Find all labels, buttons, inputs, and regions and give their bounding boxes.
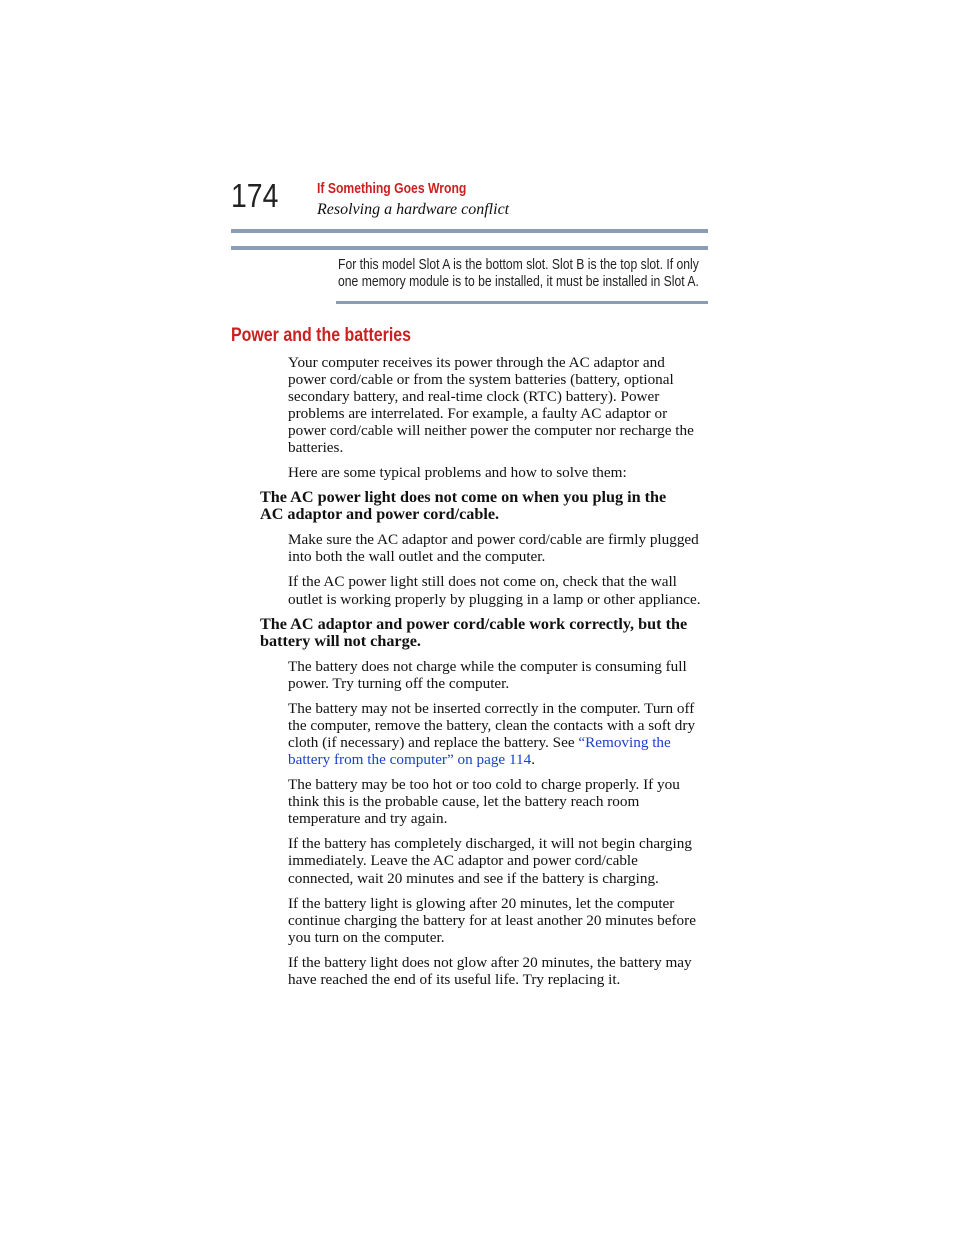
intro-paragraph-2 <box>288 464 627 481</box>
text-line: The AC adaptor and power cord/cable work correctly, but the <box>260 615 688 633</box>
text-line: The battery does not charge while the computer is consuming full <box>288 658 687 675</box>
text-line: If the battery light is glowing after 20 minutes, let the computer <box>288 895 675 912</box>
text-line: the computer, remove the battery, clean the contacts with a soft dry <box>288 717 696 735</box>
text-line <box>288 734 695 751</box>
text-line: If the battery has completely discharged, it will not begin charging <box>288 835 692 852</box>
note-top-rule <box>231 246 708 250</box>
problem-1-paragraph-2 <box>288 573 701 608</box>
problem-2-paragraph-1 <box>288 658 687 692</box>
text-line: temperature and try again. <box>288 810 448 828</box>
text-line: The AC power light does not come on when you plug in the <box>260 488 667 506</box>
section-heading: Power and the batteries <box>231 325 412 346</box>
text-line: connected, wait 20 minutes and see if the battery is charging. <box>288 870 659 888</box>
text-span: cloth (if necessary) and replace the battery. See <box>288 734 579 752</box>
text-line: power. Try turning off the computer. <box>288 675 510 693</box>
text-line: AC adaptor and power cord/cable. <box>260 505 500 524</box>
text-line: think this is the probable cause, let the battery reach room <box>288 793 640 811</box>
removing-battery-link[interactable]: “Removing the <box>578 734 671 752</box>
text-line: Here are some typical problems and how to solve them: <box>288 464 627 481</box>
text-line: outlet is working properly by plugging in a lamp or other appliance. <box>288 591 701 609</box>
problem-2-paragraph-2 <box>288 700 695 768</box>
text-line: have reached the end of its useful life. Try replacing it. <box>288 971 621 989</box>
text-line: into both the wall outlet and the computer. <box>288 548 546 566</box>
text-line: If the battery light does not glow after 20 minutes, the battery may <box>288 954 692 971</box>
chapter-title: If Something Goes Wrong <box>317 181 467 197</box>
text-line: The battery may be too hot or too cold to charge properly. If you <box>288 776 680 793</box>
removing-battery-link-continued[interactable]: battery from the computer” on page 114 <box>288 751 532 769</box>
note-bottom-rule <box>336 301 708 304</box>
text-line: continue charging the battery for at least another 20 minutes before <box>288 912 696 930</box>
section-title: Resolving a hardware conflict <box>317 201 510 218</box>
text-line: problems are interrelated. For example, a faulty AC adaptor or <box>288 405 668 423</box>
note-line: For this model Slot A is the bottom slot. Slot B is the top slot. If only <box>338 257 699 273</box>
note-line: one memory module is to be installed, it must be installed in Slot A. <box>338 274 699 290</box>
text-line: If the AC power light still does not come on, check that the wall <box>288 573 677 590</box>
text-line: batteries. <box>288 439 344 457</box>
text-span: . <box>531 751 535 769</box>
problem-2-title <box>260 616 687 650</box>
problem-1-paragraph-1 <box>288 531 699 565</box>
problem-2-paragraph-5 <box>288 895 696 946</box>
text-line <box>288 751 695 768</box>
problem-1-title <box>260 489 666 523</box>
text-line: power cord/cable or from the system batteries (battery, optional <box>288 371 674 389</box>
text-line: secondary battery, and real-time clock (RTC) battery). Power <box>288 388 660 406</box>
page-number: 174 <box>231 177 279 214</box>
text-line: immediately. Leave the AC adaptor and power cord/cable <box>288 852 638 870</box>
problem-2-paragraph-6 <box>288 954 692 988</box>
note-box <box>338 257 699 291</box>
text-line: Make sure the AC adaptor and power cord/cable are firmly plugged <box>288 531 699 548</box>
text-line: Your computer receives its power through the AC adaptor and <box>288 354 665 371</box>
intro-paragraph-1 <box>288 354 694 457</box>
text-line: battery will not charge. <box>260 632 421 651</box>
text-line: you turn on the computer. <box>288 929 445 947</box>
header-rule <box>231 229 708 233</box>
text-line: The battery may not be inserted correctly in the computer. Turn off <box>288 700 695 717</box>
problem-2-paragraph-3 <box>288 776 680 827</box>
problem-2-paragraph-4 <box>288 835 692 887</box>
text-line: power cord/cable will neither power the computer nor recharge the <box>288 422 694 440</box>
